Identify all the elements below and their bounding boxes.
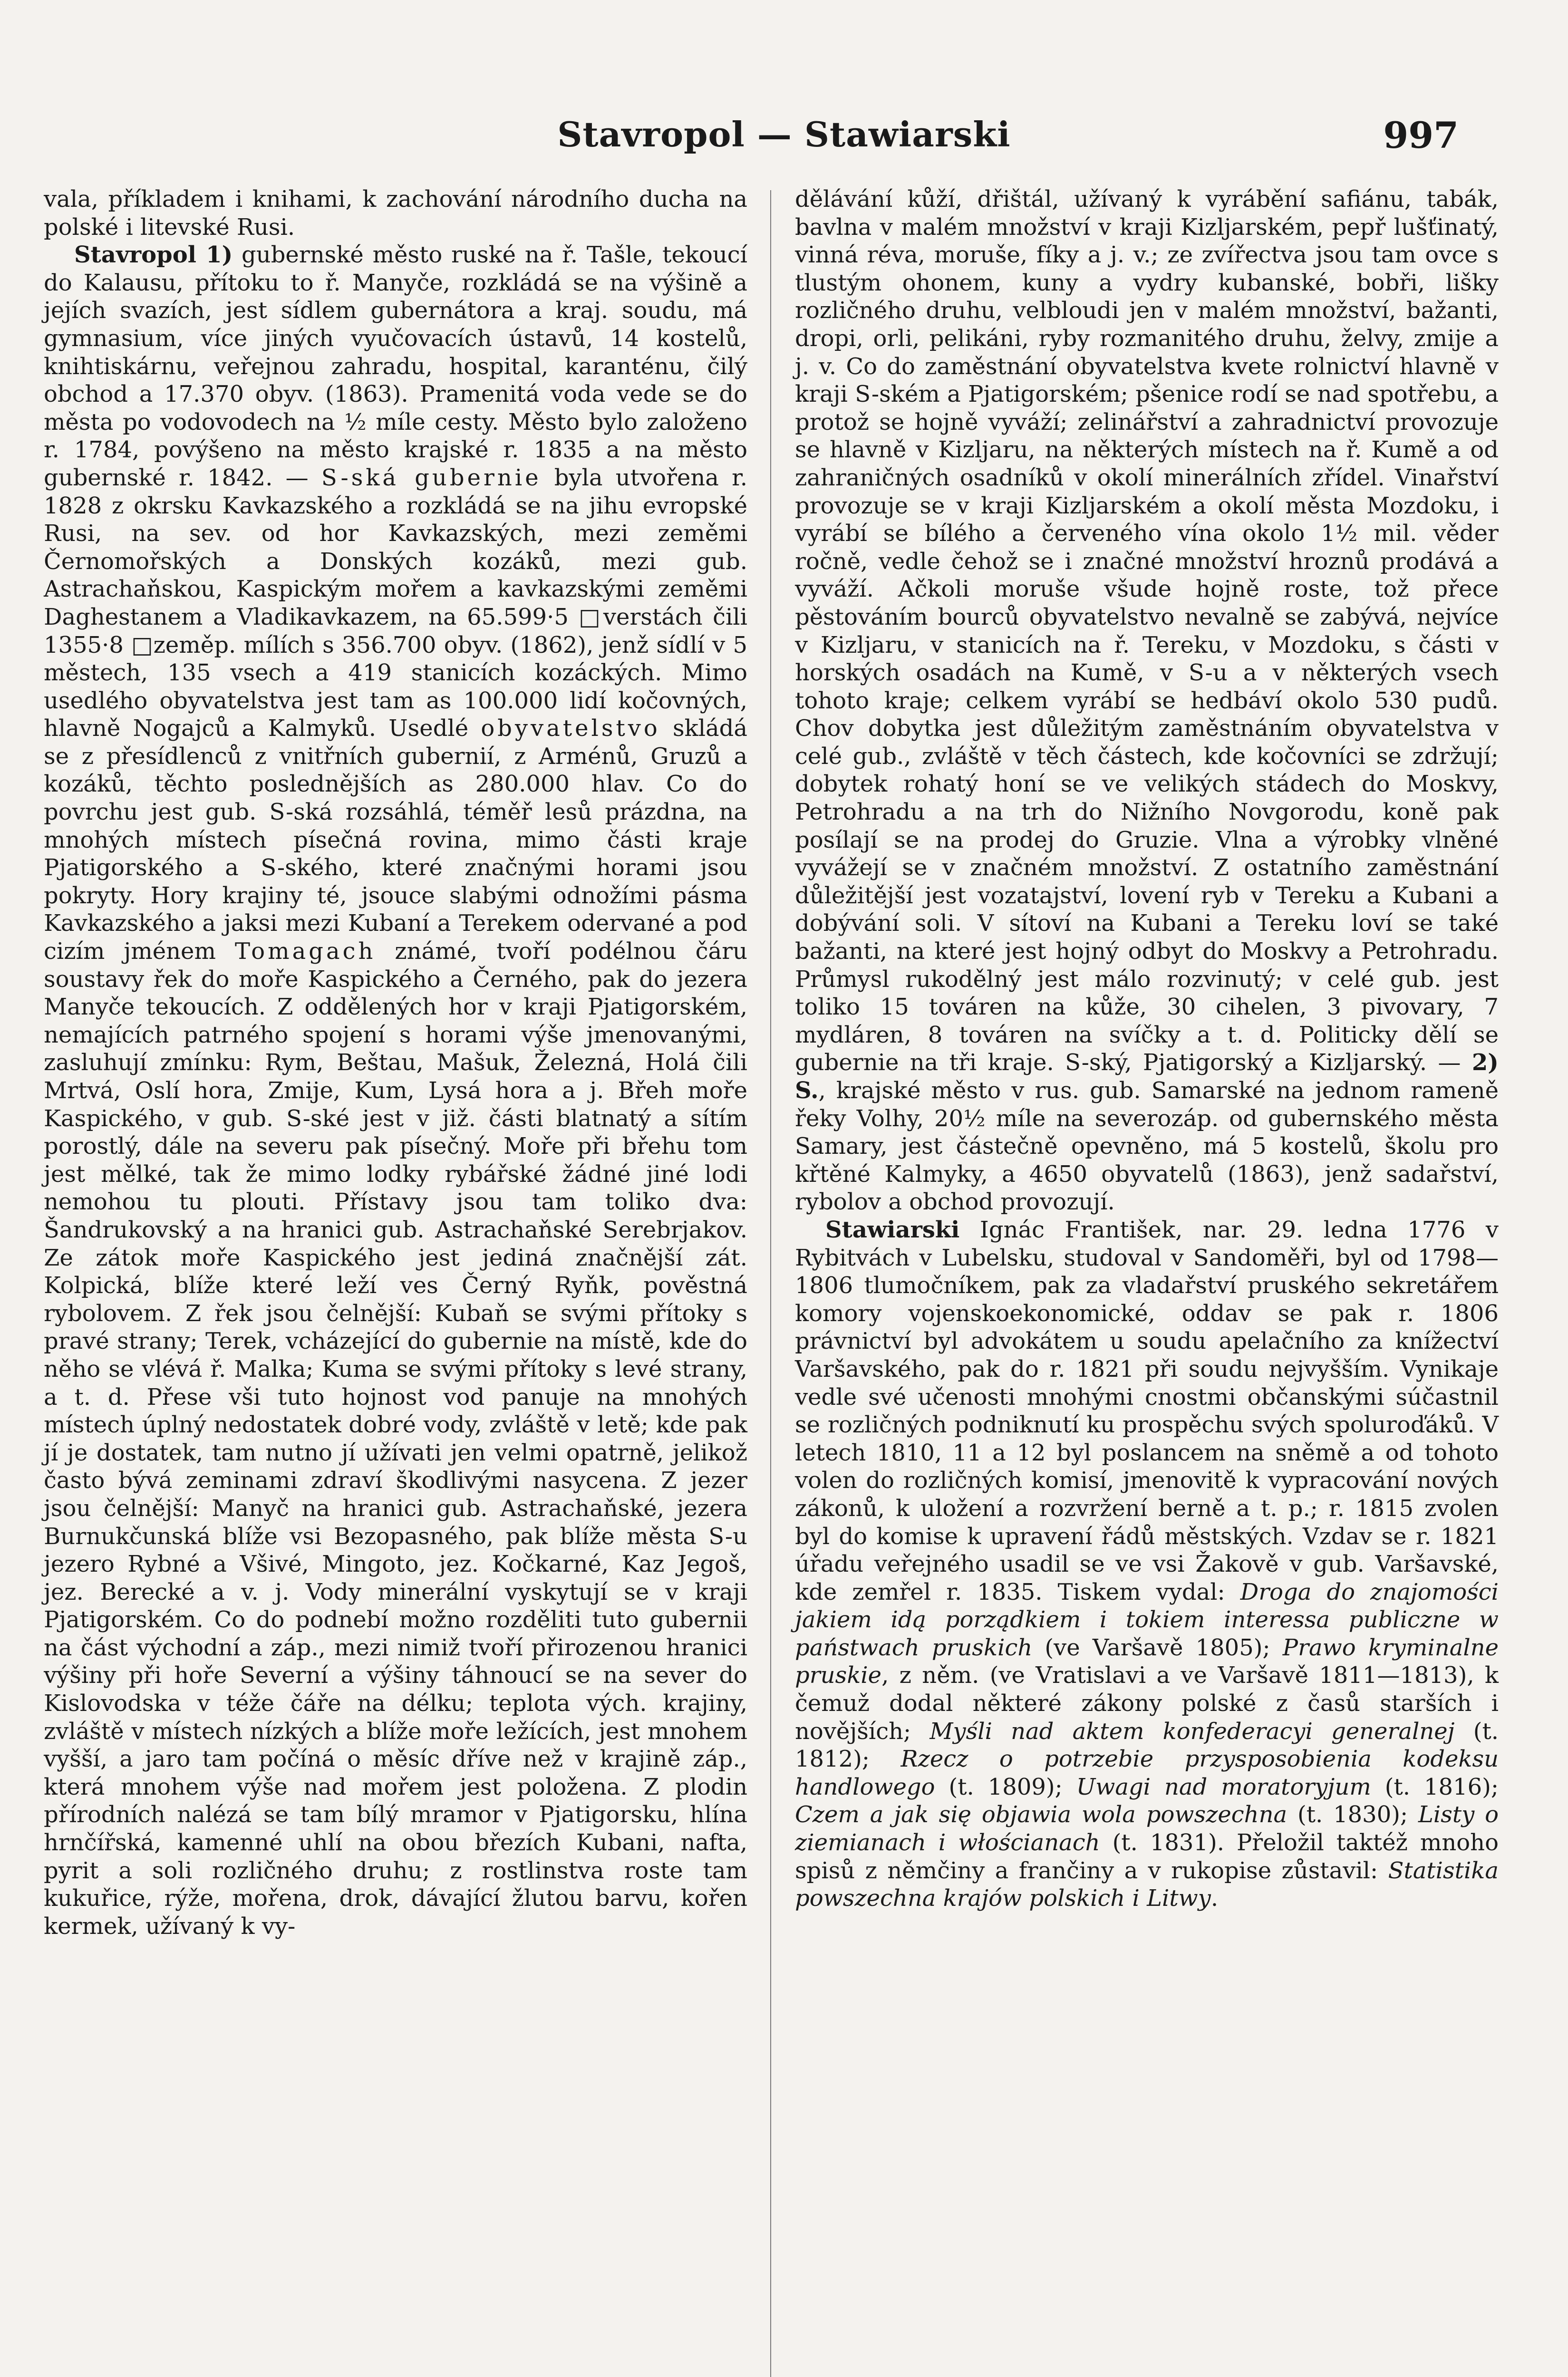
work-title: Listy o ziemianach i włościanach — [795, 1801, 1499, 1856]
entry-stavropol — [44, 241, 747, 1940]
entry-text: skládá se z přesídlenců z vnitřních gubernií, z Arménů, Gruzů a kozáků, těchto poslednějších as 280.000 hlav. Co do povrchu jest gub. S-ská rozsáhlá, téměř lesů prázdna, na mnohých místech písečná rovina, mimo části kraje Pjatigorského a S-ského, které značnými horami jsou pokryty. Hory krajiny té, jsouce slabými odnožími pásma Kavkazského a jaksi mezi Kubaní a Terekem odervané a pod cizím jménem — [44, 715, 747, 965]
entry-text: gubernské město ruské na ř. Tašle, tekoucí do Kalausu, přítoku to ř. Manyče, rozkládá se na výšině a jejích svazích, jest sídlem gubernátora a kraj. soudu, má gymnasium, více jiných vyučovacích ústavů, 14 kostelů, knihtiskárnu, veřejnou zahradu, hospital, karanténu, čilý obchod a 17.370 obyv. (1863). Pramenitá voda vede se do města po vodovodech na ½ míle cesty. Město bylo založeno r. 1784, povýšeno na město krajské r. 1835 a na město gubernské r. 1842. — — [44, 242, 747, 491]
entry-stawiarski — [795, 1216, 1499, 1913]
column-divider — [770, 190, 771, 2377]
entry-text: byla utvořena r. 1828 z okrsku Kavkazského a rozkládá se na jihu evropské Rusi, na sev. od hor Kavkazských, mezi zeměmi Černomořských a Donských kozáků, mezi gub. Astrachaňskou, Kaspickým mořem a kavkazskými zeměmi Daghestanem a Vladikavkazem, na 65.599·5 □verstách čili 1355·8 □zeměp. mílích s 356.700 obyv. (1862), jenž sídlí v 5 městech, 135 vsech a 419 stanicích kozáckých. Mimo usedlého obyvatelstva jest tam as 100.000 lidí kočovných, hlavně Nogajců a Kalmyků. Usedlé — [44, 464, 747, 742]
lemma-stawiarski: Stawiarski — [825, 1216, 960, 1243]
continuation-text: vala, příkladem i knihami, k zachování národního ducha na polské i litevské Rusi. — [44, 186, 747, 241]
entry-text: (t. 1812); — [795, 1718, 1499, 1773]
continuation-paragraph — [44, 185, 747, 241]
work-title: Rzecz o potrzebie przysposobienia kodeksu handlowego — [795, 1746, 1499, 1800]
work-title: Uwagi nad moratoryjum — [1076, 1773, 1371, 1800]
continuation-text: dělávání kůží, dřištál, užívaný k vyrábění safiánu, tabák, bavlna v malém množství v kraji Kizljarském, pepř lušťinatý, vinná réva, moruše, fíky a j. v.; ze zvířectva jsou tam ovce s tlustým ohonem, kuny a vydry kubanské, bobři, lišky rozličného druhu, velbloudi jen v malém množství, bažanti, dropi, orli, pelikáni, ryby rozmanitého druhu, želvy, zmije a j. v. Co do zaměstnání obyvatelstva kvete rolnictví hlavně v kraji S-ském a Pjatigorském; pšenice rodí se nad spotřebu, a protož se hojně vyváží; zelinářství a zahradnictví provozuje se hlavně v Kizljaru, na některých místech na ř. Kumě a od zahraničných osadníků v okolí minerálních zřídel. Vinařství provozuje se v kraji Kizljarském a okolí města Mozdoku, i vyrábí se bílého a červeného vína okolo 1½ mil. věder ročně, vedle čehož se i značné množství hroznů prodává a vyváží. Ačkoli moruše všude hojně roste, tož přece pěstováním bourců obyvatelstvo nevalně se zabývá, nejvíce v Kizljaru, v stanicích na ř. Tereku, v Mozdoku, s části v horských osadách na Kumě, v S-u a v některých vsech tohoto kraje; celkem vyrábí se hedbáví okolo 530 pudů. Chov dobytka jest důležitým zaměstnáním obyvatelstva v celé gub., zvláště v těch částech, kde kočovníci se zdržují; dobytek rohatý honí se ve velikých stádech do Moskvy, Petrohradu a na trh do Nižního Novgorodu, koně pak posílají se na prodej do Gruzie. Vlna a výrobky vlněné vyvážejí se v značném množství. Z ostatního zaměstnání důležitější jest vozatajství, lovení ryb v Tereku a Kubani a dobývání soli. V sítoví na Kubani a Tereku loví se také bažanti, na které jest hojný odbyt do Moskvy a Petrohradu. Průmysl rukodělný jest málo rozvinutý; v celé gub. jest toliko 15 továren na kůže, 30 cihelen, 3 pivovary, 7 mydláren, 8 továren na svíčky a t. d. Politicky dělí se gubernie na tři kraje. S-ský, Pjatigorský a Kizljarský. — — [795, 186, 1499, 1076]
work-title: Myśli nad aktem konfederacyi generalnej — [929, 1718, 1455, 1745]
work-title: Statistika powszechna krajów polskich i Litwy — [795, 1857, 1499, 1912]
spaced-term: Tomagach — [234, 938, 376, 965]
entry-text: , z něm. (ve Vratislavi a ve Varšavě 1811—1813), k čemuž dodal některé zákony polské z časů starších i novějších; — [795, 1662, 1499, 1745]
entry-text: (ve Varšavě 1805); — [1032, 1634, 1283, 1661]
left-column — [44, 185, 747, 2377]
continuation-paragraph — [795, 185, 1499, 1216]
entry-text: (t. 1809); — [935, 1773, 1076, 1800]
spaced-term: obyvatelstvo — [481, 715, 660, 742]
right-column — [795, 185, 1499, 2377]
spaced-term: S-ská gubernie — [321, 464, 542, 491]
page-number: 997 — [1383, 114, 1459, 156]
entry-text: Ignác František, nar. 29. ledna 1776 v Rybitvách v Lubelsku, studoval v Sandoměři, byl od 1798—1806 tlumočníkem, pak za vladařství pruského sekretářem komory vojenskoekonomické, oddav se pak r. 1806 právnictví byl advokátem u soudu apelačního za knížectví Varšavského, pak do r. 1821 při soudu nejvyšším. Vynikaje vedle své učenosti mnohými cnostmi občanskými súčastnil se rozličných podniknutí ku prospěchu svých spoluroďáků. V letech 1810, 11 a 12 byl poslancem na sněmě a od tohoto volen do rozličných komisí, jmenovitě k vypracování nových zákonů, k uložení a rozvržení berně a t. p.; r. 1815 zvolen byl do komise k upravení řádů městských. Vzdav se r. 1821 úřadu veřejného usadil se ve vsi Žakově v gub. Varšavské, kde zemřel r. 1835. Tiskem vydal: — [795, 1216, 1499, 1605]
entry-text: známé, tvoří podélnou čáru soustavy řek do moře Kaspického a Černého, pak do jezera Manyče tekoucích. Z oddělených hor v kraji Pjatigorském, nemajících patrného spojení s horami výše jmenovanými, zasluhují zmínku: Rym, Beštau, Mašuk, Železná, Holá čili Mrtvá, Oslí hora, Zmije, Kum, Lysá hora a j. Břeh moře Kaspického, v gub. S-ské jest v již. části blatnatý a sítím porostlý, dále na severu pak písečný. Moře při břehu tom jest mělké, tak že mimo lodky rybářské žádné jiné lodi nemohou tu plouti. Přístavy jsou tam toliko dva: Šandrukovský a na hranici gub. Astrachaňské Serebrjakov. Ze zátok moře Kaspického jest jediná značnější zát. Kolpická, blíže které leží ves Černý Ryňk, pověstná rybolovem. Z řek jsou čelnější: Kubaň se svými přítoky s pravé strany; Terek, vcházející do gubernie na místě, kde do něho se vlévá ř. Malka; Kuma se svými přítoky s levé strany, a t. d. Přese vši tuto hojnost vod panuje na mnohých místech úplný nedostatek dobré vody, zvláště v letě; kde pak jí je dostatek, tam nutno jí užívati jen velmi opatrně, jelikož často bývá zeminami zdraví škodlivými nasycena. Z jezer jsou čelnější: Manyč na hranici gub. Astrachaňské, jezera Burnukčunská blíže vsi Bezopasného, pak blíže města S-u jezero Rybné a Všivé, Mingoto, jez. Kočkarné, Kaz Jegoš, jez. Berecké a v. j. Vody minerální vyskytují se v kraji Pjatigorském. Co do podnebí možno rozděliti tuto gubernii na část východní a záp., mezi nimiž tvoří přirozenou hranici výšiny při hoře Severní a výšiny táhnoucí se na sever do Kislovodska v téže čáře na délku; teplota vých. krajiny, zvláště v místech nízkých a blíže moře ležících, jest mnohem vyšší, a jaro tam počíná o měsíc dříve než v krajině záp., která mnohem výše nad mořem jest položena. Z plodin přírodních nalézá se tam bílý mramor v Pjatigorsku, hlína hrnčířská, kamenné uhlí na obou březích Kubani, nafta, pyrit a soli rozličného druhu; z rostlinstva roste tam kukuřice, rýže, mořena, drok, dávající žlutou barvu, kořen kermek, užívaný k vy- — [44, 938, 748, 1940]
entry-text: , krajské město v rus. gub. Samarské na jednom rameně řeky Volhy, 20½ míle na severozáp. od gubernského města Samary, jest částečně opevněno, má 5 kostelů, školu pro křtěné Kalmyky, a 4650 obyvatelů (1863), jenž sadařství, rybolov a obchod provozují. — [795, 1077, 1499, 1216]
lemma-stavropol-2: 2) S. — [795, 1049, 1499, 1104]
work-title: Czem a jak się objawia wola powszechna — [795, 1801, 1287, 1828]
entry-text: (t. 1816); — [1371, 1773, 1499, 1800]
work-title: Prawo kryminalne pruskie — [795, 1634, 1499, 1689]
running-title: Stavropol — Stawiarski — [557, 114, 1011, 155]
entry-text: (t. 1831). Přeložil taktéž mnoho spisů z němčiny a frančiny a v rukopise zůstavil: — [795, 1829, 1499, 1884]
work-title: Droga do znajomości jakiem idą porządkiem i tokiem interessa publiczne w państwach pruskich — [795, 1578, 1499, 1661]
entry-text: (t. 1830); — [1287, 1801, 1418, 1828]
entry-text: . — [1210, 1885, 1219, 1912]
lemma-stavropol: Stavropol 1) — [74, 242, 233, 269]
page-header — [38, 114, 1530, 166]
